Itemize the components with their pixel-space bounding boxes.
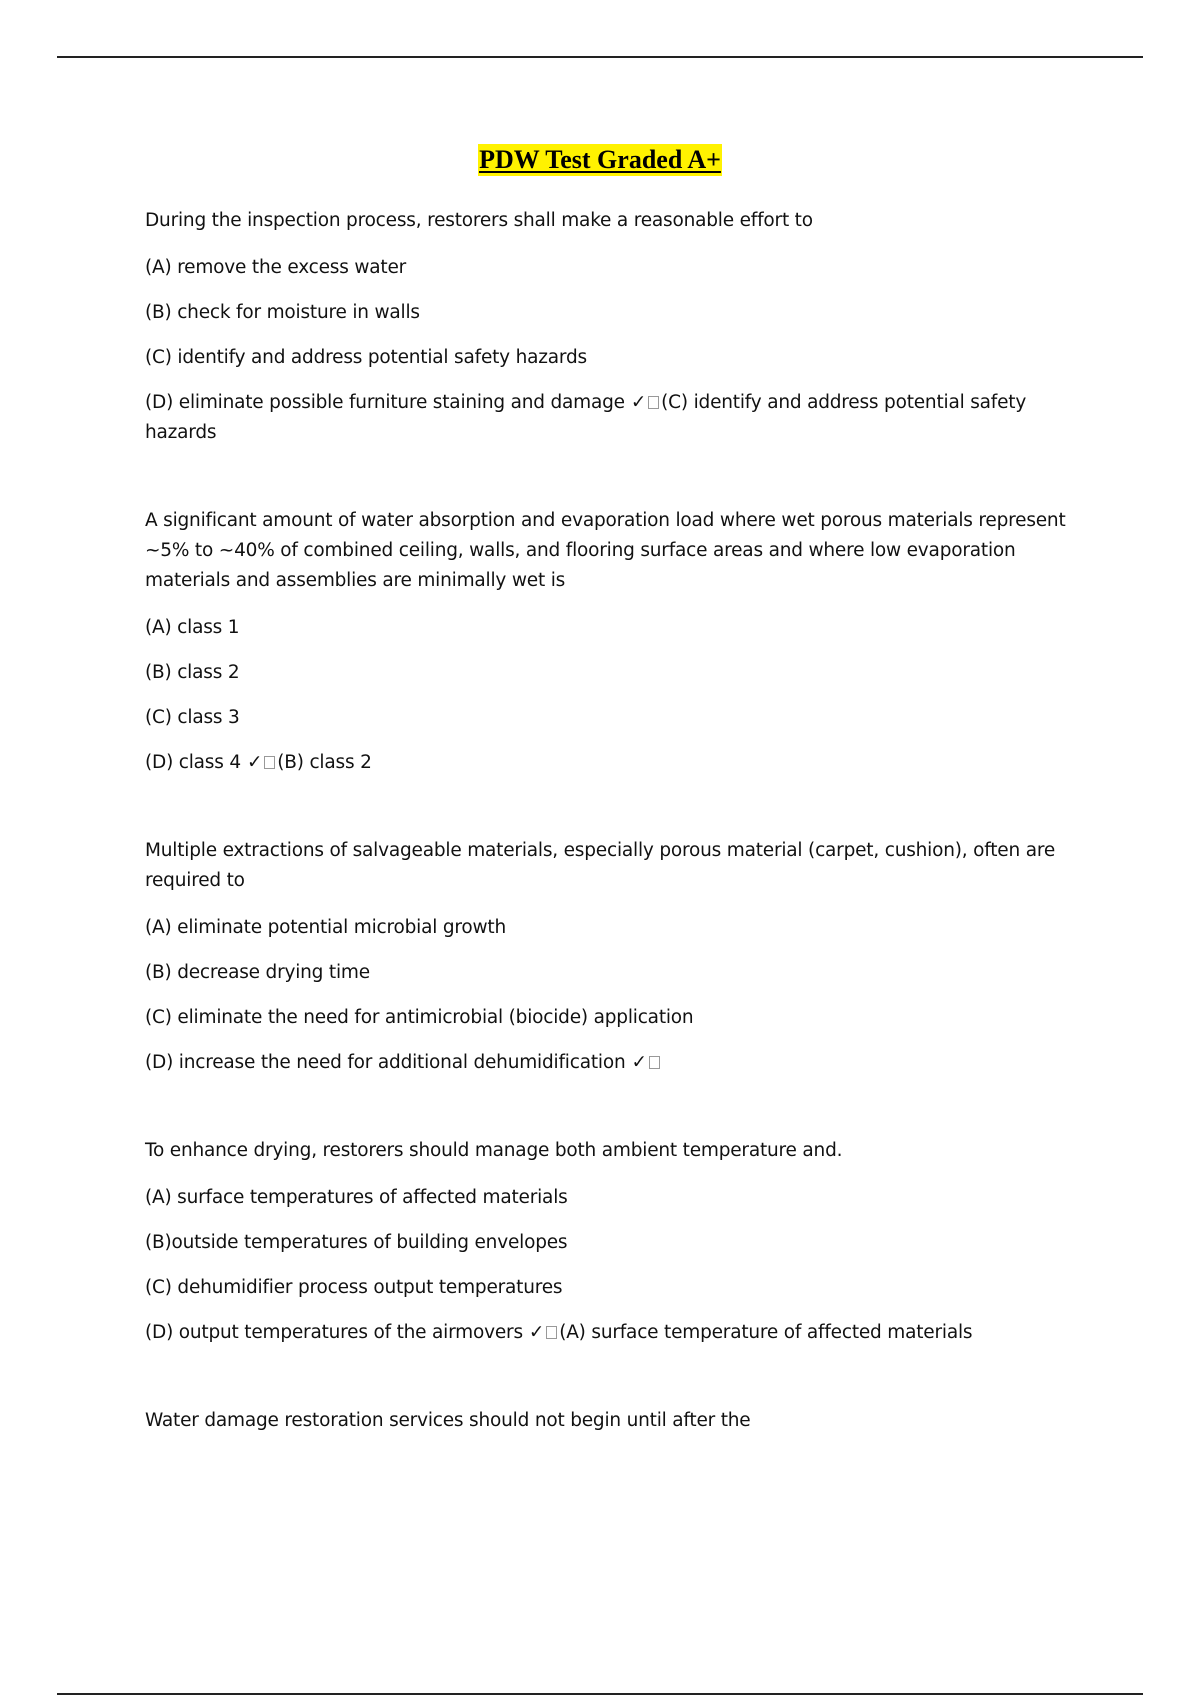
option-c: (C) class 3 bbox=[145, 707, 240, 728]
option-c: (C) identify and address potential safety hazards bbox=[145, 347, 587, 368]
option-d: (D) class 4 bbox=[145, 752, 241, 773]
option-d: (D) output temperatures of the airmovers bbox=[145, 1322, 523, 1343]
question-prompt: During the inspection process, restorers shall make a reasonable effort to bbox=[145, 210, 813, 231]
option-b: (B) decrease drying time bbox=[145, 962, 370, 983]
document-body bbox=[145, 206, 1095, 1494]
answer-text: (B) class 2 bbox=[277, 752, 372, 773]
option-a: (A) remove the excess water bbox=[145, 257, 407, 278]
checkbox-placeholder-icon bbox=[546, 1326, 557, 1339]
answer-text: (A) surface temperature of affected materials bbox=[559, 1322, 973, 1343]
option-b: (B)outside temperatures of building envelopes bbox=[145, 1232, 568, 1253]
check-mark-icon: ✓ bbox=[528, 1322, 545, 1343]
option-c: (C) eliminate the need for antimicrobial (biocide) application bbox=[145, 1007, 694, 1028]
option-d-with-answer bbox=[145, 388, 1095, 448]
checkbox-placeholder-icon bbox=[264, 756, 275, 769]
option-a: (A) eliminate potential microbial growth bbox=[145, 917, 507, 938]
check-mark-icon: ✓ bbox=[630, 392, 647, 413]
title-container bbox=[0, 144, 1200, 176]
option-d-with-answer bbox=[145, 748, 1095, 778]
question-block-5 bbox=[145, 1406, 1095, 1436]
answer-text: (C) identify and address potential safety hazards bbox=[145, 392, 1027, 443]
document-title: PDW Test Graded A+ bbox=[479, 145, 721, 174]
question-prompt: Water damage restoration services should not begin until after the bbox=[145, 1410, 751, 1431]
option-d: (D) eliminate possible furniture staining and damage bbox=[145, 392, 625, 413]
question-prompt: To enhance drying, restorers should manage both ambient temperature and. bbox=[145, 1140, 843, 1161]
checkbox-placeholder-icon bbox=[649, 1056, 660, 1069]
option-c: (C) dehumidifier process output temperatures bbox=[145, 1277, 563, 1298]
question-block-3 bbox=[145, 836, 1095, 1078]
option-a: (A) class 1 bbox=[145, 617, 240, 638]
check-mark-icon: ✓ bbox=[631, 1052, 647, 1073]
option-b: (B) class 2 bbox=[145, 662, 240, 683]
option-d: (D) increase the need for additional dehumidification bbox=[145, 1052, 626, 1073]
option-a: (A) surface temperatures of affected materials bbox=[145, 1187, 568, 1208]
question-block-1 bbox=[145, 206, 1095, 448]
option-b: (B) check for moisture in walls bbox=[145, 302, 420, 323]
question-prompt: Multiple extractions of salvageable materials, especially porous material (carpet, cushion), often are required to bbox=[145, 840, 1056, 891]
question-block-4 bbox=[145, 1136, 1095, 1348]
option-d-with-answer bbox=[145, 1318, 1095, 1348]
check-mark-icon: ✓ bbox=[246, 752, 263, 773]
checkbox-placeholder-icon bbox=[648, 396, 659, 409]
page-top-rule bbox=[57, 56, 1143, 58]
question-block-2 bbox=[145, 506, 1095, 778]
question-prompt: A significant amount of water absorption and evaporation load where wet porous materials represent ~5% to ~40% of combined ceiling, walls, and flooring surface areas and where low evaporation materials and assemblies are minimally wet is bbox=[145, 510, 1066, 591]
page-bottom-rule bbox=[57, 1693, 1143, 1695]
option-d-with-answer bbox=[145, 1048, 1095, 1078]
